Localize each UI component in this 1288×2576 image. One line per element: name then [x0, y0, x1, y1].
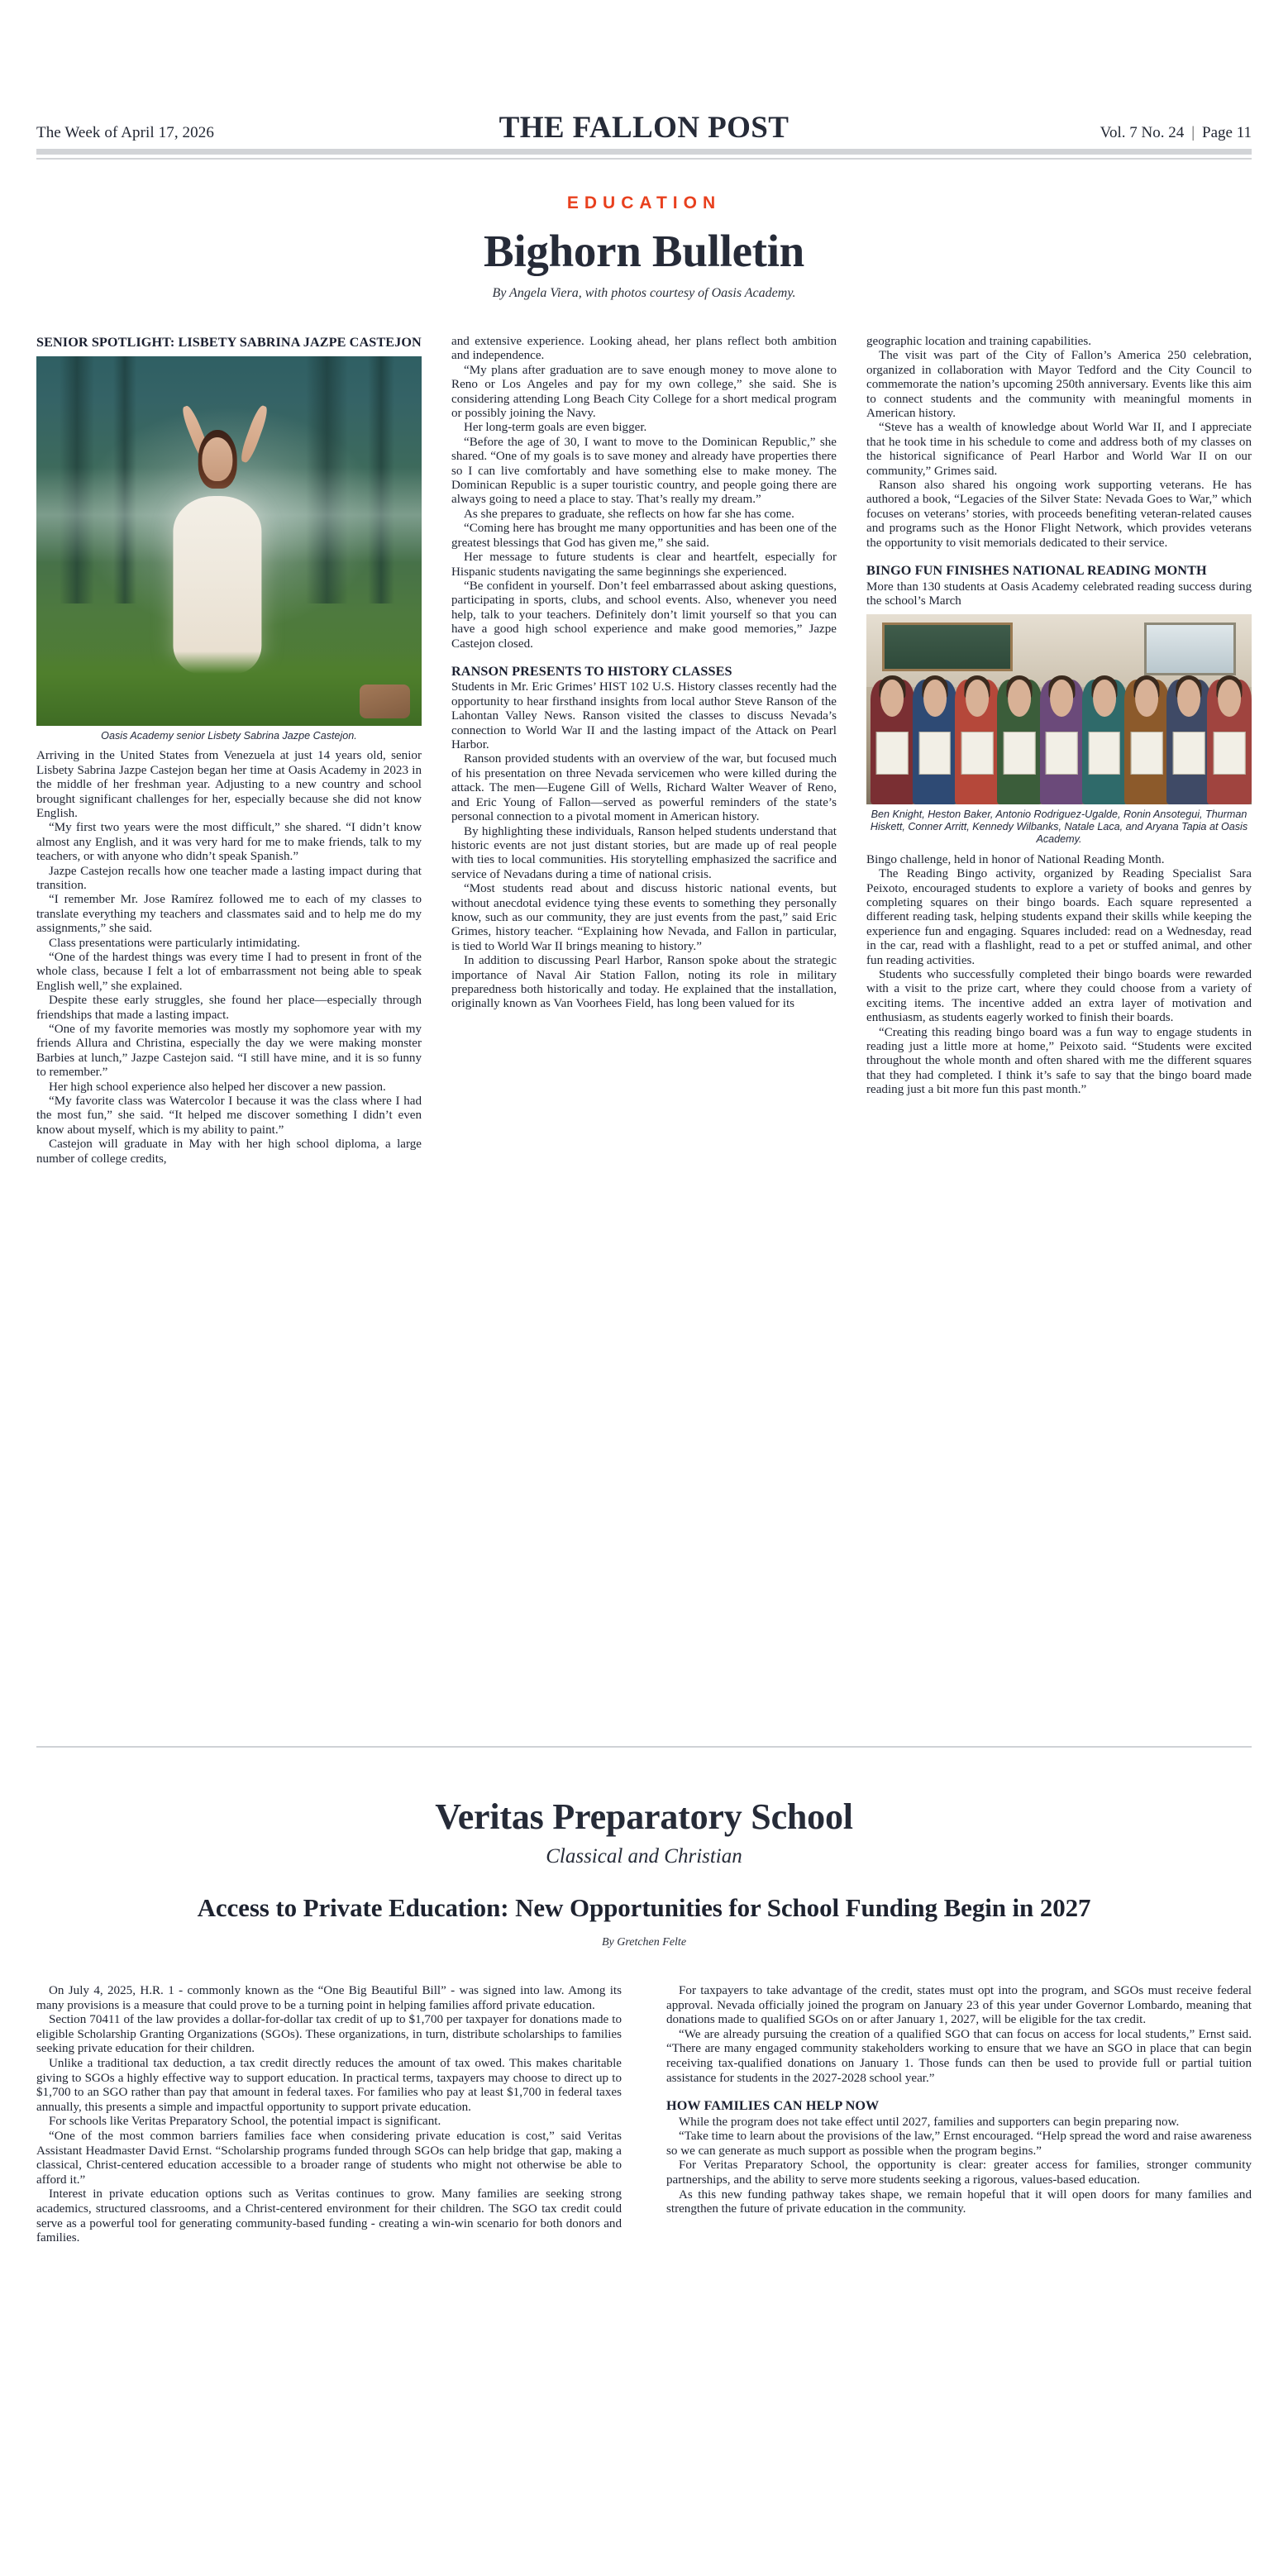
- paragraph: Her long-term goals are even bigger.: [464, 421, 647, 435]
- masthead-page: Page 11: [1202, 124, 1252, 141]
- photo-senior-portrait: [36, 356, 422, 726]
- article2-column-2: [666, 1984, 1252, 2246]
- paragraph: Arriving in the United States from Venezuela at just 14 years old, senior Lisbety Sabrina Jazpe Castejon began her time at Oasis Academy in 2023 in the middle of her freshman year. Adjusting to a new country and school brought significant challenges for her, especially because she did not know English.: [36, 749, 422, 820]
- paragraph: As this new funding pathway takes shape, we remain hopeful that it will open doors for many families and strengthen the future of private education in the community.: [666, 2187, 1252, 2216]
- paragraph: Class presentations were particularly intimidating.: [49, 936, 300, 950]
- subhead-how-families-can-help: HOW FAMILIES CAN HELP NOW: [666, 2098, 880, 2114]
- photo-caption-senior-portrait: Oasis Academy senior Lisbety Sabrina Jazpe Castejon.: [101, 729, 357, 742]
- subhead-ranson-presents: RANSON PRESENTS TO HISTORY CLASSES: [451, 663, 732, 679]
- paragraph: “We are already pursuing the creation of a qualified SGO that can focus on access for local students,” Ernst said. “There are many engaged community stakeholders working to ensure that we have an SGO in place that can begin receiving tax-qualified donations on January 1. Those funds can then be used to provide full or partial tuition assistance for students in the 2027-2028 school year.”: [666, 2027, 1252, 2085]
- masthead-folio: [1100, 124, 1252, 144]
- masthead-rule-thick: [36, 149, 1252, 155]
- paragraph: Section 70411 of the law provides a dollar-for-dollar tax credit of up to $1,700 per taxpayer for donations made to eligible Scholarship Granting Organizations (SGOs). These organizations, in turn, distribute scholarships to families seeking private education for their children.: [36, 2013, 622, 2056]
- article2-byline: By Gretchen Felte: [601, 1936, 687, 1949]
- article1-headline: Bighorn Bulletin: [484, 226, 804, 276]
- paragraph: Her high school experience also helped her discover a new passion.: [49, 1080, 386, 1094]
- paragraph: For schools like Veritas Preparatory School, the potential impact is significant.: [49, 2115, 441, 2129]
- paragraph: “Coming here has brought me many opportunities and has been one of the greatest blessings that God has given me,” she said.: [451, 522, 837, 550]
- section-kicker: EDUCATION: [566, 193, 722, 212]
- article2-school-tagline: Classical and Christian: [546, 1845, 742, 1868]
- paragraph: “Take time to learn about the provisions of the law,” Ernst encouraged. “Help spread the word and raise awareness so we can generate as much support as possible when the program begins.”: [666, 2130, 1252, 2158]
- paragraph: While the program does not take effect until 2027, families and supporters can begin preparing now.: [679, 2115, 1180, 2129]
- paragraph: Jazpe Castejon recalls how one teacher made a lasting impact during that transition.: [36, 864, 422, 892]
- paragraph: “My first two years were the most difficult,” she shared. “I didn’t know almost any English, and it was very hard for me to make friends, talk to my teachers, or with anyone who didn’t speak Spanish.”: [36, 821, 422, 864]
- paragraph: In addition to discussing Pearl Harbor, Ranson spoke about the strategic importance of Naval Air Station Fallon, noting its role in military preparedness both historically and today. He explained that the installation, originally known as Van Voorhees Field, has long been valued for its: [451, 954, 837, 1011]
- paragraph: “One of my favorite memories was mostly my sophomore year with my friends Allura and Christina, especially the day we were making monster Barbies at lunch,” Jazpe Castejon said. “I still have mine, and it is so funny to remember.”: [36, 1023, 422, 1080]
- paragraph: For Veritas Preparatory School, the opportunity is clear: greater access for families, stronger community partnerships, and the ability to serve more students seeking a rigorous, values-based education.: [666, 2159, 1252, 2187]
- paragraph: More than 130 students at Oasis Academy celebrated reading success during the school’s March: [866, 580, 1252, 608]
- paragraph: On July 4, 2025, H.R. 1 - commonly known as the “One Big Beautiful Bill” - was signed into law. Among its many provisions is a measure that could prove to be a turning point in helping families afford private education.: [36, 1984, 622, 2012]
- article2-column-1: [36, 1984, 622, 2246]
- paragraph: “I remember Mr. Jose Ramírez followed me to each of my classes to translate everything my teachers and classmates said and to help me do my assignments,” she said.: [36, 893, 422, 936]
- article1-column-2: [451, 335, 837, 1166]
- paragraph: “Be confident in yourself. Don’t feel embarrassed about asking questions, participating in sports, clubs, and school events. Also, whenever you need help, talk to your teachers. Definitely don’t limit yourself so that you can have a good high school experience and make good memories,” Jazpe Castejon closed.: [451, 579, 837, 651]
- paragraph: As she prepares to graduate, she reflects on how far she has come.: [464, 507, 794, 521]
- paragraph: “Before the age of 30, I want to move to the Dominican Republic,” she shared. “One of my goals is to save money and already have properties there so I can live comfortably and have something else to make money. The Dominican Republic is a super touristic country, and people going there are always going to need a place to stay. That’s really my dream.”: [451, 435, 837, 507]
- article1-column-1: [36, 335, 422, 1166]
- section-divider: [36, 1746, 1252, 1748]
- paragraph: “My favorite class was Watercolor I because it was the class where I had the most fun,” she said. “It helped me discover something I didn’t even know about myself, which is my ability to paint.”: [36, 1095, 422, 1137]
- subhead-bingo-fun: BINGO FUN FINISHES NATIONAL READING MONTH: [866, 563, 1207, 579]
- paragraph: Students who successfully completed their bingo boards were rewarded with a visit to the prize cart, where they could choose from a variety of exciting items. The incentive added an extra layer of motivation and enthusiasm, as students eagerly worked to finish their boards.: [866, 968, 1252, 1025]
- paragraph: Ranson provided students with an overview of the war, but focused much of his presentation on three Nevada servicemen who were killed during the attack. The men—Eugene Gill of Wells, Richard Walter Weaver of Reno, and Eric Young of Fallon—served as powerful reminders of the state’s personal connection to a pivotal moment in American history.: [451, 752, 837, 824]
- paragraph: “Creating this reading bingo board was a fun way to engage students in reading just a little more at home,” Peixoto said. “Students were excited throughout the whole month and often shared with me the different squares that they had completed. I think it’s safe to say that the bingo board made reading just a bit more fun this past month.”: [866, 1025, 1252, 1097]
- photo-caption-bingo-group: Ben Knight, Heston Baker, Antonio Rodriguez-Ugalde, Ronin Ansotegui, Thurman Hiskett, Conner Arritt, Kennedy Wilbanks, Natale Laca, and Aryana Tapia at Oasis Academy.: [870, 809, 1248, 845]
- paragraph: Bingo challenge, held in honor of National Reading Month.: [866, 852, 1165, 866]
- paragraph: “One of the hardest things was every time I had to present in front of the whole class, because I felt a lot of embarrassment not being able to speak English well,” she explained.: [36, 950, 422, 993]
- paragraph: The Reading Bingo activity, organized by Reading Specialist Sara Peixoto, encouraged students to explore a variety of books and genres by completing squares on their bingo boards. Each square represented a different reading task, helping students expand their skills while keeping the experience fun and engaging. Squares included: read on a Wednesday, read in the car, read with a flashlight, read to a pet or stuffed animal, and other fun reading activities.: [866, 867, 1252, 967]
- paragraph: Her message to future students is clear and heartfelt, especially for Hispanic students navigating the same beginnings she experienced.: [451, 551, 837, 579]
- paragraph: “My plans after graduation are to save enough money to move alone to Reno or Los Angeles and pay for my own college,” she said. She is considering attending Long Beach City College for a short medical program or possibly joining the Navy.: [451, 363, 837, 421]
- paragraph: “One of the most common barriers families face when considering private education is cost,” said Veritas Assistant Headmaster David Ernst. “Scholarship programs funded through SGOs can help bridge that gap, making a classical, Christ-centered education accessible to a broader range of students who might not otherwise be able to afford it.”: [36, 2129, 622, 2187]
- article2-school-name: Veritas Preparatory School: [435, 1796, 853, 1837]
- paragraph: Despite these early struggles, she found her place—especially through friendships that made a lasting impact.: [36, 994, 422, 1022]
- paragraph: “Steve has a wealth of knowledge about World War II, and I appreciate that he took time in his schedule to come and address both of my classes on the historical significance of Pearl Harbor and World War II on our community,” Grimes said.: [866, 421, 1252, 478]
- paragraph: For taxpayers to take advantage of the credit, states must opt into the program, and SGOs must receive federal approval. Nevada officially joined the program on January 23 of this year under Governor Lombardo, meaning that donations made to qualified SGOs on or after January 1, 2027, will be eligible for the tax credit.: [666, 1984, 1252, 2027]
- paragraph: Students in Mr. Eric Grimes’ HIST 102 U.S. History classes recently had the opportunity to hear firsthand insights from local author Steve Ranson of the Lahontan Valley News. Ranson visited the classes to discuss Nevada’s connection to World War II and the lasting impact of the Attack on Pearl Harbor.: [451, 680, 837, 752]
- article2-columns: [36, 1984, 1252, 2246]
- article1-column-3: [866, 335, 1252, 1166]
- paragraph: Unlike a traditional tax deduction, a tax credit directly reduces the amount of tax owed. This makes charitable giving to SGOs a highly effective way to support education. In practical terms, taxpayers may choose to direct up to $1,700 to an SGO rather than pay that amount in federal taxes. For families who pay at least $1,700 in federal taxes annually, this presents a simple and impactful opportunity to support private education.: [36, 2056, 622, 2114]
- masthead: [36, 107, 1252, 144]
- paragraph: The visit was part of the City of Fallon’s America 250 celebration, organized in collaboration with Mayor Tedford and the City Council to commemorate the nation’s upcoming 250th anniversary. Events like this aim to connect students and the community with meaningful moments in American history.: [866, 349, 1252, 421]
- paragraph: “Most students read about and discuss historic national events, but without anecdotal evidence tying these events to something they personally know, such as our community, they are just events from the past,” said Eric Grimes, history teacher. “Explaining how Nevada, and Fallon in particular, is tied to World War II brings meaning to history.”: [451, 882, 837, 953]
- paragraph: Castejon will graduate in May with her high school diploma, a large number of college credits,: [36, 1138, 422, 1166]
- article2-headline: Access to Private Education: New Opportunities for School Funding Begin in 2027: [197, 1893, 1091, 1922]
- masthead-volume: Vol. 7 No. 24: [1100, 124, 1185, 141]
- photo-bingo-group: [866, 614, 1252, 804]
- paragraph: geographic location and training capabilities.: [866, 335, 1092, 348]
- article1-byline: By Angela Viera, with photos courtesy of Oasis Academy.: [492, 286, 796, 300]
- masthead-title: THE FALLON POST: [499, 111, 789, 145]
- paragraph: Ranson also shared his ongoing work supporting veterans. He has authored a book, “Legacies of the Silver State: Nevada Goes to War,” which focuses on veterans’ stories, with proceeds benefiting veteran-related causes and programs such as the Honor Flight Network, which provides veterans the opportunity to visit memorials dedicated to their service.: [866, 479, 1252, 550]
- paragraph: Interest in private education options such as Veritas continues to grow. Many families are seeking strong academics, structured classrooms, and a Christ-centered environment for their children. The SGO tax credit could serve as a powerful tool for generating community-based funding - creating a win-win scenario for both donors and families.: [36, 2187, 622, 2245]
- masthead-separator: |: [1191, 124, 1195, 141]
- subhead-senior-spotlight: SENIOR SPOTLIGHT: LISBETY SABRINA JAZPE CASTEJON: [36, 335, 422, 350]
- masthead-rule-thin: [36, 158, 1252, 160]
- paragraph: and extensive experience. Looking ahead, her plans reflect both ambition and independence.: [451, 335, 837, 363]
- masthead-date: The Week of April 17, 2026: [36, 124, 214, 141]
- article1-columns: [36, 335, 1252, 1166]
- paragraph: By highlighting these individuals, Ranson helped students understand that historic events are not just distant stories, but are made up of real people with ties to local communities. His storytelling emphasized the sacrifice and service of Nevadans during a time of national crisis.: [451, 824, 837, 881]
